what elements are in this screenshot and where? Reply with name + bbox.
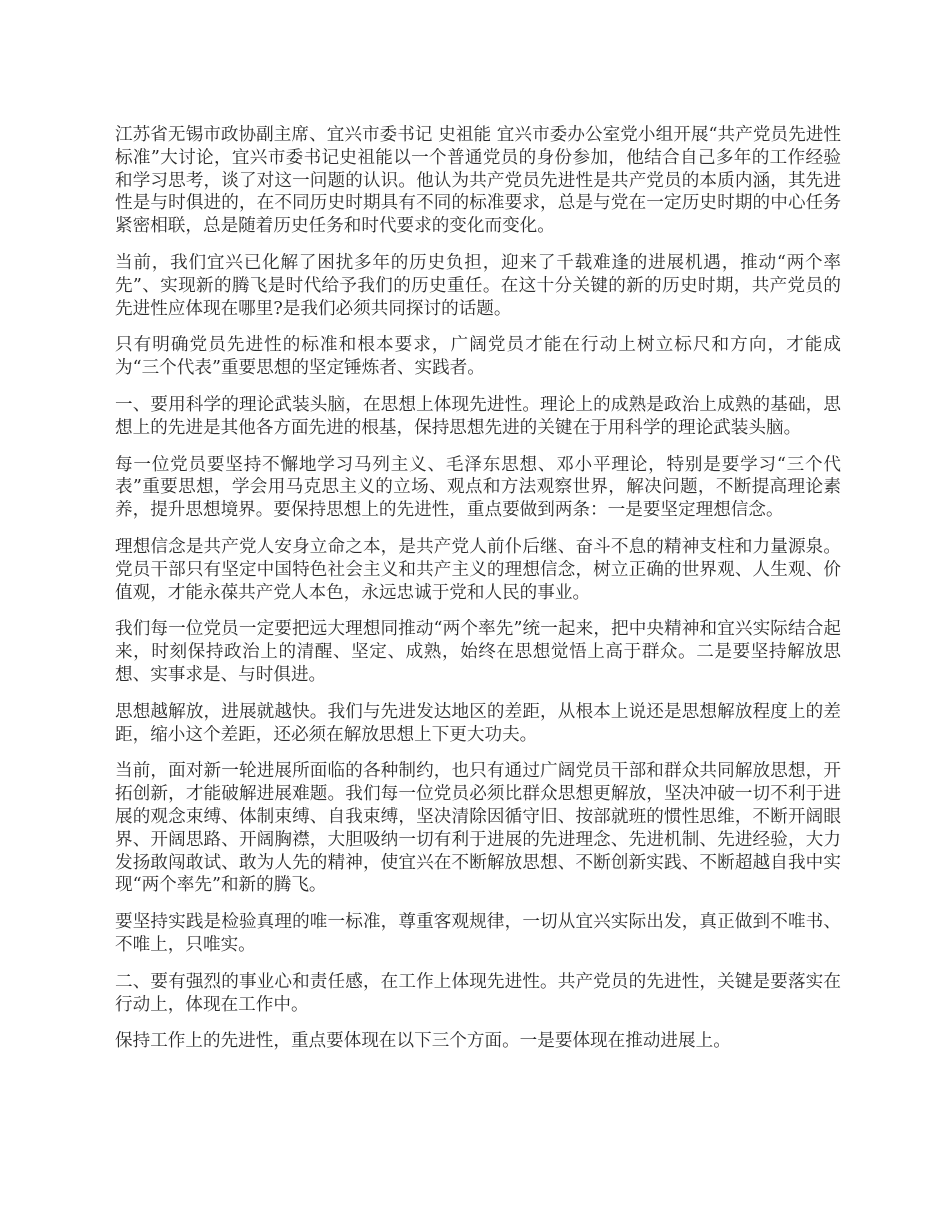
- paragraph: 保持工作上的先进性，重点要体现在以下三个方面。一是要体现在推动进展上。: [115, 1031, 731, 1052]
- paragraph: 当前，我们宜兴已化解了困扰多年的历史负担，迎来了千载难逢的进展机遇，推动“两个率先”、实现新的腾飞是时代给予我们的历史重任。在这十分关键的新的历史时期，共产党员的先进性应体现在哪里?是我们必须共同探讨的话题。: [115, 252, 841, 319]
- paragraph: 江苏省无锡市政协副主席、宜兴市委书记 史祖能 宜兴市委办公室党小组开展“共产党员先进性标准”大讨论，宜兴市委书记史祖能以一个普通党员的身份参加，他结合自己多年的工作经验和学习思考，谈了对这一问题的认识。他认为共产党员先进性是共产党员的本质内涵，其先进性是与时俱进的，在不同历史时期具有不同的标准要求，总是与党在一定历史时期的中心任务紧密相联，总是随着历史任务和时代要求的变化而变化。: [115, 125, 841, 237]
- paragraph: 我们每一位党员一定要把远大理想同推动“两个率先”统一起来，把中央精神和宜兴实际结合起来，时刻保持政治上的清醒、坚定、成熟，始终在思想觉悟上高于群众。二是要坚持解放思想、实事求是、与时俱进。: [115, 619, 841, 685]
- paragraph: 只有明确党员先进性的标准和根本要求，广阔党员才能在行动上树立标尺和方向，才能成为“三个代表”重要思想的坚定锤炼者、实践者。: [115, 335, 841, 379]
- paragraph: 每一位党员要坚持不懈地学习马列主义、毛泽东思想、邓小平理论，特别是要学习“三个代表”重要思想，学会用马克思主义的立场、观点和方法观察世界，解决问题，不断提高理论素养，提升思想境界。要保持思想上的先进性，重点要做到两条：一是要坚定理想信念。: [115, 454, 841, 521]
- paragraph: 二、要有强烈的事业心和责任感，在工作上体现先进性。共产党员的先进性，关键是要落实在行动上，体现在工作中。: [115, 971, 841, 1015]
- paragraph: 一、要用科学的理论武装头脑，在思想上体现先进性。理论上的成熟是政治上成熟的基础，思想上的先进是其他各方面先进的根基，保持思想先进的关键在于用科学的理论武装头脑。: [115, 394, 841, 438]
- paragraph: 理想信念是共产党人安身立命之本，是共产党人前仆后继、奋斗不息的精神支柱和力量源泉。党员干部只有坚定中国特色社会主义和共产主义的理想信念，树立正确的世界观、人生观、价值观，才能永葆共产党人本色，永远忠诚于党和人民的事业。: [115, 536, 841, 603]
- paragraph: 思想越解放，进展就越快。我们与先进发达地区的差距，从根本上说还是思想解放程度上的差距，缩小这个差距，还必须在解放思想上下更大功夫。: [115, 701, 841, 745]
- paragraph: 要坚持实践是检验真理的唯一标准，尊重客观规律，一切从宜兴实际出发，真正做到不唯书、不唯上，只唯实。: [115, 912, 841, 955]
- document-body: [115, 124, 841, 1067]
- paragraph: 当前，面对新一轮进展所面临的各种制约，也只有通过广阔党员干部和群众共同解放思想，开拓创新，才能破解进展难题。我们每一位党员必须比群众思想更解放，坚决冲破一切不利于进展的观念束缚、体制束缚、自我束缚，坚决清除因循守旧、按部就班的惯性思维，不断开阔眼界、开阔思路、开阔胸襟，大胆吸纳一切有利于进展的先进理念、先进机制、先进经验，大力发扬敢闯敢试、敢为人先的精神，使宜兴在不断解放思想、不断创新实践、不断超越自我中实现“两个率先”和新的腾飞。: [115, 761, 841, 896]
